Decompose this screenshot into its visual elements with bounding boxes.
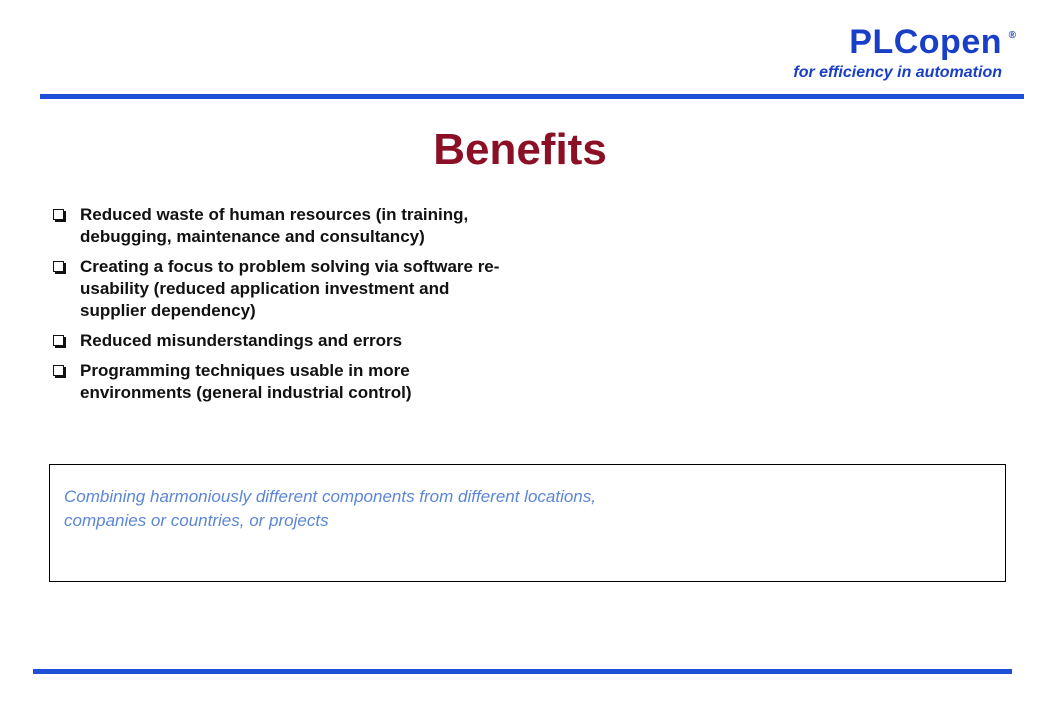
checkbox-bullet-icon xyxy=(53,261,64,272)
benefit-text: Programming techniques usable in more environments (general industrial control) xyxy=(80,361,412,402)
checkbox-bullet-icon xyxy=(53,335,64,346)
checkbox-bullet-icon xyxy=(53,209,64,220)
registered-mark-icon: ® xyxy=(1008,30,1016,41)
slide-title: Benefits xyxy=(433,125,607,174)
note-box xyxy=(49,464,1006,582)
bottom-divider xyxy=(33,669,1012,674)
benefit-item xyxy=(46,330,516,352)
benefit-text: Reduced misunderstandings and errors xyxy=(80,331,403,350)
brand-logo xyxy=(793,22,1016,82)
benefit-item xyxy=(46,256,516,322)
top-divider xyxy=(40,94,1024,99)
checkbox-bullet-icon xyxy=(53,365,64,376)
benefit-text: Reduced waste of human resources (in training, debugging, maintenance and consultancy) xyxy=(80,205,469,246)
brand-tagline: for efficiency in automation xyxy=(793,64,1002,81)
benefit-item xyxy=(46,360,516,404)
brand-name: PLCopen xyxy=(849,23,1002,61)
benefit-text: Creating a focus to problem solving via software re-usability (reduced application investment and supplier dependency) xyxy=(80,257,500,320)
benefits-list xyxy=(46,204,516,412)
note-text: Combining harmoniously different components from different locations, companies or countries, or projects xyxy=(64,487,596,530)
benefit-item xyxy=(46,204,516,248)
